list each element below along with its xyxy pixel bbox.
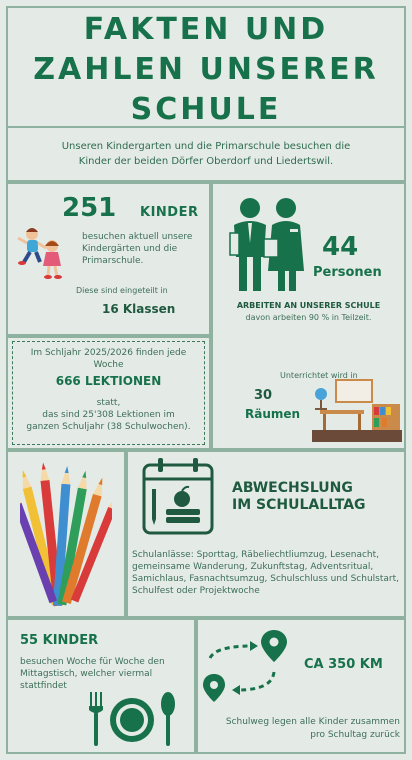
mittagstisch-line-1: besuchen Woche für Woche den bbox=[20, 657, 165, 667]
kinder-split-text: Diese sind eingeteilt in bbox=[76, 286, 168, 295]
raeume-label: Räumen bbox=[245, 407, 301, 421]
abwechslung-line-3: Samichlaus, Fasnachtsumzug, Schulschluss und Schulstart, bbox=[132, 574, 399, 584]
kinder-number: 251 bbox=[62, 193, 117, 223]
personen-sub: davon arbeiten 90 % in Teilzeit. bbox=[245, 313, 372, 322]
personen-label: Personen bbox=[313, 265, 382, 280]
kinder-desc-3: Primarschule. bbox=[82, 256, 144, 266]
raeume-number: 30 bbox=[254, 388, 273, 403]
mittagstisch-title: 55 KINDER bbox=[20, 633, 99, 648]
lektionen-line-5: ganzen Schuljahr (38 Schulwochen). bbox=[26, 422, 191, 432]
abwechslung-line-2: gemeinsame Wanderung, Zukunftstag, Adventsritual, bbox=[132, 562, 374, 572]
schulweg-distance: CA 350 KM bbox=[304, 657, 383, 672]
abwechslung-title-2: IM SCHULALLTAG bbox=[232, 497, 366, 513]
schulweg-line-2: pro Schultag zurück bbox=[310, 730, 400, 740]
raeume-intro: Unterrichtet wird in bbox=[280, 371, 358, 380]
lektionen-line-4: das sind 25'308 Lektionen im bbox=[42, 410, 175, 420]
abwechslung-line-1: Schulanlässe: Sporttag, Räbeliechtliumzug, Lesenacht, bbox=[132, 550, 380, 560]
intro-line-1: Unseren Kindergarten und die Primarschule besuchen die bbox=[61, 141, 351, 152]
personen-desc: ARBEITEN AN UNSERER SCHULE bbox=[236, 301, 381, 310]
route-map-icon bbox=[202, 628, 290, 706]
kinder-desc-1: besuchen aktuell unsere bbox=[82, 232, 193, 242]
lektionen-line-1: Im Schljahr 2025/2026 finden jede bbox=[30, 348, 187, 358]
staff-illustration bbox=[226, 195, 310, 295]
intro-line-2: Kinder der beiden Dörfer Oberdorf und Liedertswil. bbox=[78, 156, 334, 167]
mittagstisch-line-2: Mittagstisch, welcher viermal bbox=[20, 669, 153, 679]
colored-pencils-illustration bbox=[20, 458, 112, 608]
lektionen-line-2: Woche bbox=[93, 360, 124, 370]
intro-box bbox=[6, 126, 406, 182]
classroom-illustration bbox=[312, 378, 402, 444]
kinder-label: KINDER bbox=[140, 205, 199, 220]
title-line-1: FAKTEN UND bbox=[83, 12, 329, 47]
abwechslung-line-4: Schulfest oder Projektwoche bbox=[132, 586, 260, 596]
title-line-2: ZAHLEN UNSERER bbox=[33, 52, 379, 87]
calendar-icon bbox=[140, 455, 216, 537]
plate-cutlery-icon bbox=[84, 690, 182, 748]
abwechslung-title-1: ABWECHSLUNG bbox=[232, 480, 353, 496]
mittagstisch-line-3: stattfindet bbox=[20, 681, 67, 691]
kinder-desc-2: Kindergärten und die bbox=[82, 244, 178, 254]
schulweg-line-1: Schulweg legen alle Kinder zusammen bbox=[225, 717, 400, 727]
children-illustration bbox=[12, 222, 70, 280]
personen-number: 44 bbox=[322, 232, 359, 262]
title-line-3: SCHULE bbox=[130, 92, 282, 127]
lektionen-line-3: statt, bbox=[96, 398, 121, 408]
lektionen-highlight: 666 LEKTIONEN bbox=[55, 374, 162, 388]
klassen-count: 16 Klassen bbox=[102, 302, 176, 316]
